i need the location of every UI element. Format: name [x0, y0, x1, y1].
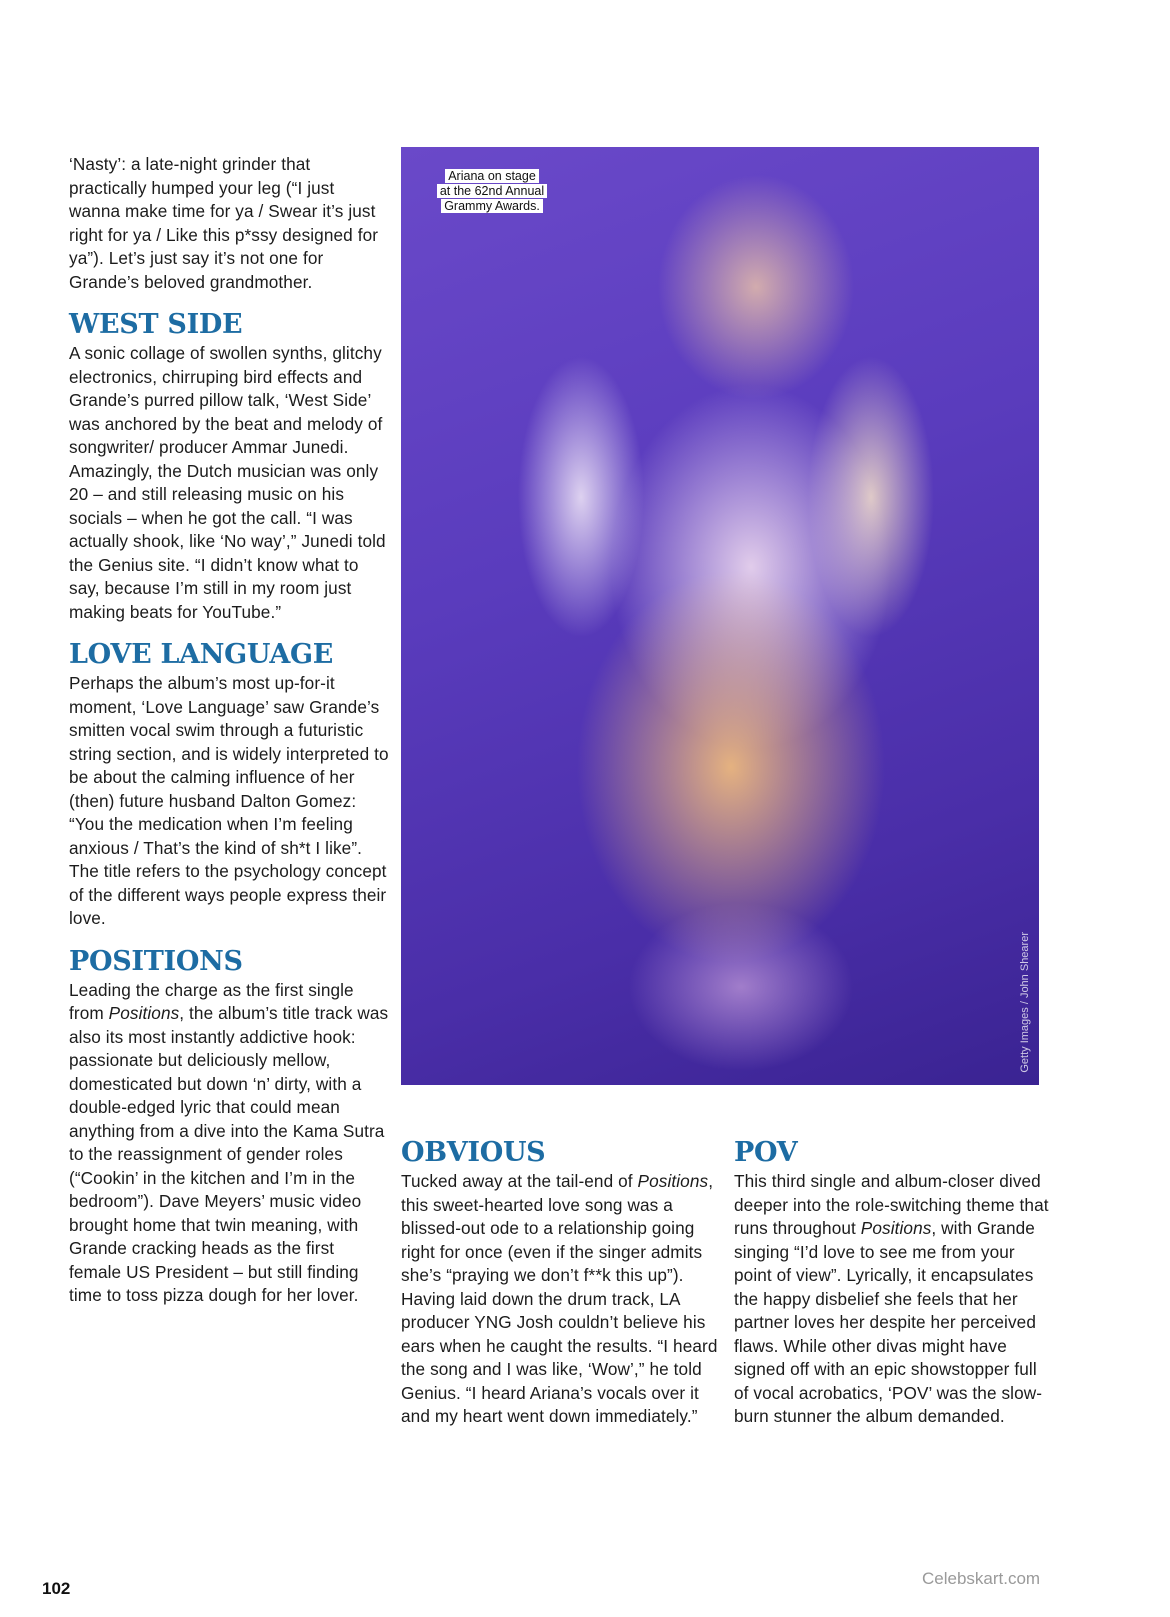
body-text: , this sweet-hearted love song was a blissed-out ode to a relationship going right for once (even if the singer admits she’s “praying we don’t f**k this up”). Having laid down the drum track, LA producer YNG Josh couldn’t believe his ears when he caught the results. “I heard the song and I was like, ‘Wow’,” he told Genius. “I heard Ariana’s vocals over it and my heart went down immediately.”: [401, 1171, 718, 1426]
page-number: 102: [42, 1579, 71, 1598]
middle-column: [401, 1138, 721, 1429]
section-body-positions: [69, 979, 389, 1308]
photo-credit: Getty Images / John Shearer: [1019, 932, 1031, 1073]
section-heading-obvious: OBVIOUS: [401, 1137, 546, 1168]
body-text: , with Grande singing “I’d love to see me from your point of view”. Lyrically, it encapsulates the happy disbelief she feels that her partner loves her despite her perceived flaws. While other divas might have signed off with an epic showstopper full of vocal acrobatics, ‘POV’ was the slow-burn stunner the album demanded.: [734, 1218, 1043, 1426]
body-text: , the album’s title track was also its most instantly addictive hook: passionate but deliciously mellow, domesticated but down ‘n’ dirty, with a double-edged lyric that could mean anything from a dive into the Kama Sutra to the reassignment of gender roles (“Cookin’ in the kitchen and I’m in the bedroom”). Dave Meyers’ music video brought home that twin meaning, with Grande cracking heads as the first female US President – but still finding time to toss pizza dough for her lover.: [69, 1003, 389, 1305]
body-text: This third single and album-closer dived deeper into the role-switching theme that runs throughout: [734, 1171, 1049, 1238]
section-heading-love-language: LOVE LANGUAGE: [69, 639, 334, 670]
left-column: [69, 153, 389, 1308]
caption-line: at the 62nd Annual: [437, 184, 547, 198]
section-heading-positions: POSITIONS: [69, 945, 243, 977]
caption-line: Grammy Awards.: [441, 199, 543, 213]
album-title-italic: Positions: [108, 1003, 180, 1023]
body-text: Tucked away at the tail-end of: [401, 1171, 638, 1191]
section-body-pov: [734, 1170, 1054, 1429]
section-body-obvious: [401, 1170, 721, 1429]
section-heading-west-side: WEST SIDE: [69, 309, 243, 340]
album-title-italic: Positions: [860, 1218, 932, 1238]
article-photo: [401, 147, 1039, 1085]
intro-paragraph: ‘Nasty’: a late-night grinder that practically humped your leg (“I just wanna make time for ya / Swear it’s just right for ya / Like this p*ssy designed for ya”). Let’s just say it’s not one for Grande’s beloved grandmother.: [69, 154, 379, 292]
body-text: Leading the charge as the first single from: [69, 979, 354, 1023]
section-body-love-language: Perhaps the album’s most up-for-it moment, ‘Love Language’ saw Grande’s smitten vocal swim through a futuristic string section, and is widely interpreted to be about the calming influence of her (then) future husband Dalton Gomez: “You the medication when I’m feeling anxious / That’s the kind of sh*t I like”. The title refers to the psychology concept of the different ways people express their love.: [69, 673, 389, 928]
section-heading-pov: POV: [734, 1137, 798, 1168]
section-body-west-side: A sonic collage of swollen synths, glitchy electronics, chirruping bird effects and Grande’s purred pillow talk, ‘West Side’ was anchored by the beat and melody of songwriter/ producer Ammar Junedi. Amazingly, the Dutch musician was only 20 – and still releasing music on his socials – when he got the call. “I was actually shook, like ‘No way’,” Junedi told the Genius site. “I didn’t know what to say, because I’m still in my room just making beats for YouTube.”: [69, 343, 386, 622]
photo-caption: [427, 169, 557, 214]
watermark: Celebskart.com: [922, 1569, 1041, 1588]
caption-line: Ariana on stage: [445, 169, 539, 183]
album-title-italic: Positions: [637, 1171, 709, 1191]
right-column: [734, 1138, 1054, 1429]
